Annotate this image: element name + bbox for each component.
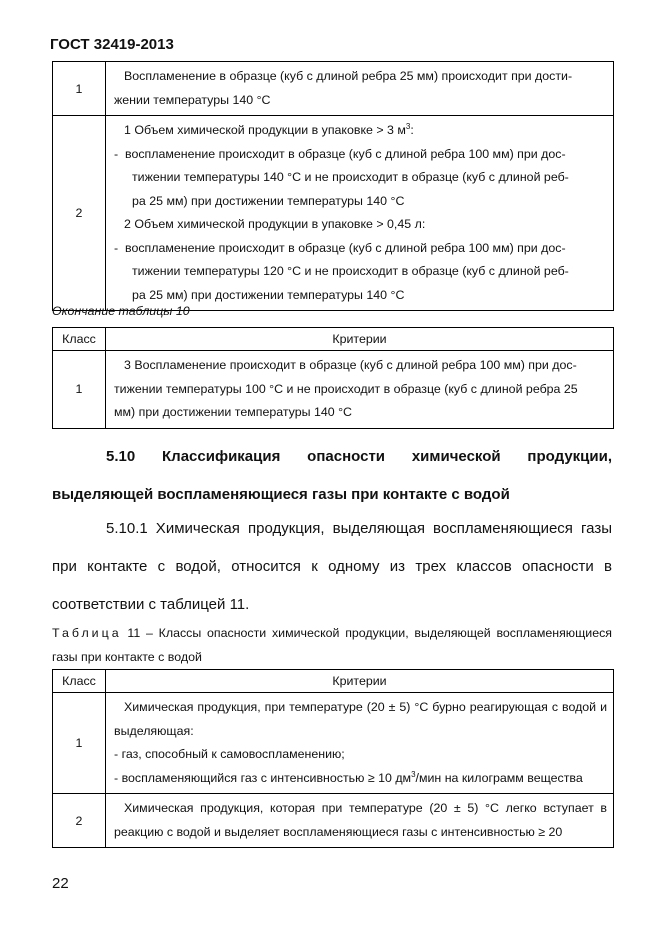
criteria-line: ра 25 мм) при достижении температуры 140 °С (132, 193, 405, 208)
criteria-cell (106, 116, 614, 311)
page-number: 22 (52, 875, 69, 892)
criteria-cell (106, 62, 614, 116)
section-heading-text: 5.10 Классификация опасности химической продукции, выделяющей воспламеняющиеся газы при контакте с водой (52, 448, 612, 503)
class-cell: 2 (53, 116, 106, 311)
class-cell: 1 (53, 62, 106, 116)
criteria-cell (106, 794, 614, 848)
table-caption: Окончание таблицы 10 (52, 304, 190, 318)
criteria-line: 3 Воспламенение происходит в образце (куб с длиной ребра 100 мм) при дос- (124, 358, 577, 372)
table-row (53, 116, 614, 311)
class-cell: 1 (53, 693, 106, 794)
criteria-line: тижении температуры 120 °С и не происходит в образце (куб с длиной реб- (132, 264, 569, 278)
column-header-criteria: Критерии (106, 670, 614, 693)
criteria-text: /мин на килограмм вещества (415, 770, 583, 785)
table-header-row (53, 670, 614, 693)
caption-text: 11 – Классы опасности химической продукции, выделяющей воспламеняющиеся газы при контакте с водой (52, 626, 612, 664)
superscript: 3 (405, 121, 411, 131)
criteria-line: тижении температуры 140 °С и не происходит в образце (куб с длиной реб- (132, 170, 569, 184)
criteria-line: - воспламенение происходит в образце (куб с длиной ребра 100 мм) при дос- (114, 146, 566, 161)
table-10-end (52, 327, 614, 429)
class-cell: 2 (53, 794, 106, 848)
criteria-text: : (410, 123, 414, 137)
criteria-line: - воспламенение происходит в образце (куб с длиной ребра 100 мм) при дос- (114, 240, 566, 255)
criteria-line (114, 767, 607, 791)
criteria-line: ра 25 мм) при достижении температуры 140 °С (132, 287, 405, 302)
caption-label: Таблица (52, 626, 122, 640)
criteria-cell (106, 351, 614, 429)
table-header-row (53, 328, 614, 351)
table-10-top (52, 61, 614, 311)
superscript: 3 (411, 769, 416, 779)
class-cell: 1 (53, 351, 106, 429)
criteria-line: 2 Объем химической продукции в упаковке > 0,45 л: (124, 217, 426, 231)
paragraph-text: 5.10.1 Химическая продукция, выделяющая воспламеняющиеся газы при контакте с водой, относится к одному из трех классов опасности в соответствии с таблицей 11. (52, 520, 612, 613)
column-header-criteria: Критерии (106, 328, 614, 351)
section-paragraph (52, 510, 612, 624)
table-11 (52, 669, 614, 848)
criteria-text: - газ, способный к самовоспламенению; (114, 747, 345, 761)
column-header-class: Класс (53, 670, 106, 693)
criteria-text: - воспламеняющийся газ с интенсивностью ≥ 10 дм (114, 770, 412, 785)
criteria-text: воспламенение происходит в образце (куб с длиной ребра 100 мм) при дос- (125, 146, 566, 161)
criteria-line: мм) при достижении температуры 140 °С (114, 405, 352, 419)
criteria-text: Химическая продукция, которая при температуре (20 ± 5) °С легко вступает в реакцию с водой и выделяет воспламеняющиеся газы с интенсивностью ≥ 20 (114, 801, 607, 839)
table-row (53, 794, 614, 848)
criteria-cell (106, 693, 614, 794)
document-header: ГОСТ 32419-2013 (50, 36, 174, 53)
criteria-line: жении температуры 140 °С (114, 92, 271, 107)
table-row (53, 351, 614, 429)
column-header-class: Класс (53, 328, 106, 351)
criteria-line: тижении температуры 100 °С и не происходит в образце (куб с длиной ребра 25 (114, 381, 578, 396)
criteria-text: воспламенение происходит в образце (куб с длиной ребра 100 мм) при дос- (125, 240, 566, 255)
table-row (53, 62, 614, 116)
criteria-text: 1 Объем химической продукции в упаковке > 3 м (124, 123, 406, 137)
criteria-text: Химическая продукция, при температуре (20 ± 5) °С бурно реагирующая с водой и выделяющая: (114, 700, 607, 738)
table-row (53, 693, 614, 794)
criteria-line: Воспламенение в образце (куб с длиной ребра 25 мм) происходит при дости- (124, 69, 573, 83)
table-11-caption (52, 621, 612, 669)
section-heading (52, 438, 612, 514)
criteria-line (114, 119, 607, 143)
